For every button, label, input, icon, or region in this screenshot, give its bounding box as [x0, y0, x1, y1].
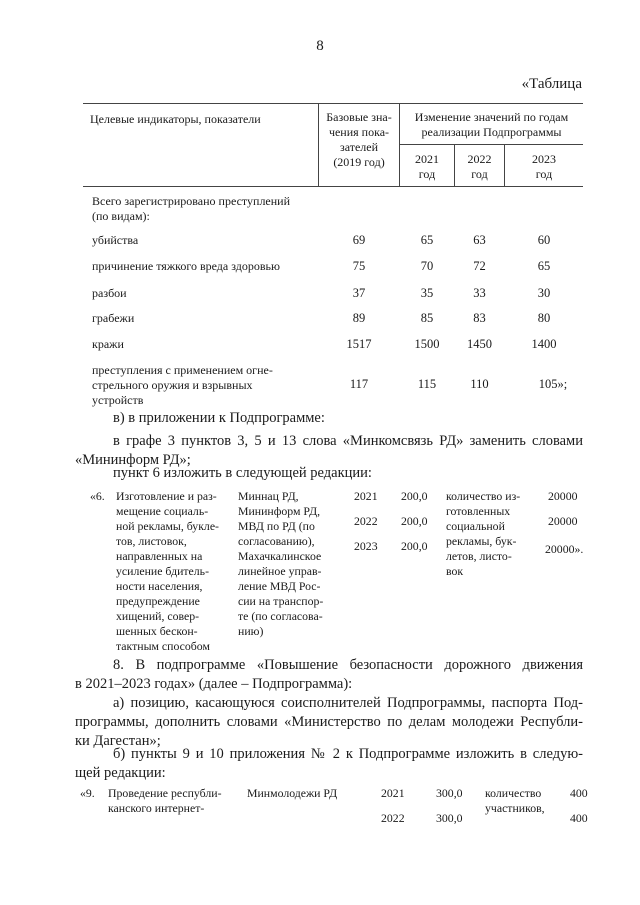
item9-year: 2022	[381, 811, 405, 825]
item6-amount: 200,0	[401, 539, 428, 553]
para8-line1: 8. В подпрограмме «Повышение безопасности дорожного движения	[113, 657, 583, 673]
row-value: 70	[420, 259, 434, 273]
item9-year: 2021	[381, 786, 405, 800]
header-change: Изменение значений по годам реализации Подпрограммы	[414, 110, 569, 139]
row-label-robberies: разбои	[92, 286, 127, 300]
row-label-firearms: преступления с применением огне- стрельного оружия и взрывных устройств	[92, 363, 273, 407]
row-label-muggings: грабежи	[92, 311, 135, 325]
row-value: 30	[537, 286, 551, 300]
para-a-line2: программы, дополнить словами «Министерство по делам молодежи Республи-	[75, 714, 583, 730]
item9-number: «9.	[80, 786, 95, 800]
header-year-2021: 2021 год	[415, 152, 439, 181]
item6-executors: Миннац РД, Мининформ РД, МВД по РД (по согласованию), Махачкалинское линейное управ- ление МВД Рос- сии на транспор- те (по согласова- нию)	[238, 489, 324, 638]
para-v1-line1: в графе 3 пунктов 3, 5 и 13 слова «Минкомсвязь РД» заменить словами	[113, 433, 583, 449]
page-number: 8	[316, 38, 324, 54]
para8-line2: в 2021–2023 годах» (далее – Подпрограмма):	[75, 676, 353, 692]
item9-value: 400	[570, 811, 588, 825]
row-value: 1450	[467, 337, 492, 351]
item6-year: 2022	[354, 514, 378, 528]
row-value: 75	[352, 259, 366, 273]
item9-executor: Минмолодежи РД	[247, 786, 338, 800]
row-value: 117	[349, 377, 369, 391]
row-value: 65	[537, 259, 551, 273]
item6-amount: 200,0	[401, 489, 428, 503]
row-value: 1517	[346, 337, 372, 351]
row-label-murders: убийства	[92, 233, 139, 247]
row-label-grievous-harm: причинение тяжкого вреда здоровью	[92, 259, 280, 273]
item9-value: 400	[570, 786, 588, 800]
item9-amount: 300,0	[436, 811, 463, 825]
table-header-bottom-border	[83, 186, 583, 187]
item6-value: 20000	[548, 514, 578, 528]
para-a-line1: а) позицию, касающуюся соисполнителей Подпрограммы, паспорта Под-	[113, 695, 583, 711]
item6-name: Изготовление и раз- мещение социаль- ной рекламы, букле- тов, листовок, направленных на усиление бдитель- ности населения, предупреждение хищений, совер- шенных бескон- тактным способом	[116, 489, 219, 653]
table-year-divider	[399, 144, 583, 145]
group-label: Всего зарегистрировано преступлений (по видам):	[92, 194, 291, 223]
row-value: 80	[537, 311, 551, 325]
row-value: 65	[420, 233, 434, 247]
item6-year: 2023	[354, 539, 378, 553]
item6-value: 20000».	[545, 542, 584, 556]
row-value: 69	[352, 233, 366, 247]
para-v1-line2: «Мининформ РД»;	[75, 452, 191, 468]
row-value: 110	[470, 377, 489, 391]
item9-amount: 300,0	[436, 786, 463, 800]
para-v: в) в приложении к Подпрограмме:	[113, 410, 325, 426]
para-b-line1: б) пункты 9 и 10 приложения № 2 к Подпрограмме изложить в следую-	[113, 746, 583, 762]
row-value: 60	[537, 233, 551, 247]
header-indicators: Целевые индикаторы, показатели	[90, 112, 261, 126]
row-value: 33	[473, 286, 486, 300]
row-value: 63	[473, 233, 486, 247]
item6-number: «6.	[90, 489, 105, 503]
item6-year: 2021	[354, 489, 378, 503]
row-value: 72	[473, 259, 486, 273]
para-b-line2: щей редакции:	[75, 765, 166, 781]
header-year-2022: 2022 год	[467, 152, 492, 181]
para-a-line3: ки Дагестан»;	[75, 733, 161, 749]
table-top-border	[83, 103, 583, 104]
row-value: 35	[420, 286, 434, 300]
header-year-2023: 2023 год	[532, 152, 556, 181]
row-value: 105»;	[538, 377, 568, 391]
table-label: «Таблица	[521, 76, 582, 92]
row-value: 83	[473, 311, 486, 325]
row-value: 1500	[414, 337, 440, 351]
row-value: 89	[352, 311, 366, 325]
item6-amount: 200,0	[401, 514, 428, 528]
para-v2: пункт 6 изложить в следующей редакции:	[113, 465, 372, 481]
item6-value: 20000	[548, 489, 578, 503]
item9-indicator: количество участников,	[485, 786, 545, 815]
row-value: 85	[420, 311, 434, 325]
row-label-thefts: кражи	[92, 337, 124, 351]
item6-indicator: количество из- готовленных социальной рекламы, бук- летов, листо- вок	[446, 489, 521, 578]
row-value: 1400	[531, 337, 557, 351]
row-value: 115	[417, 377, 437, 391]
header-baseline: Базовые зна- чения пока- зателей (2019 год)	[326, 110, 392, 169]
item9-name: Проведение республи- канского интернет-	[108, 786, 222, 815]
row-value: 37	[352, 286, 366, 300]
